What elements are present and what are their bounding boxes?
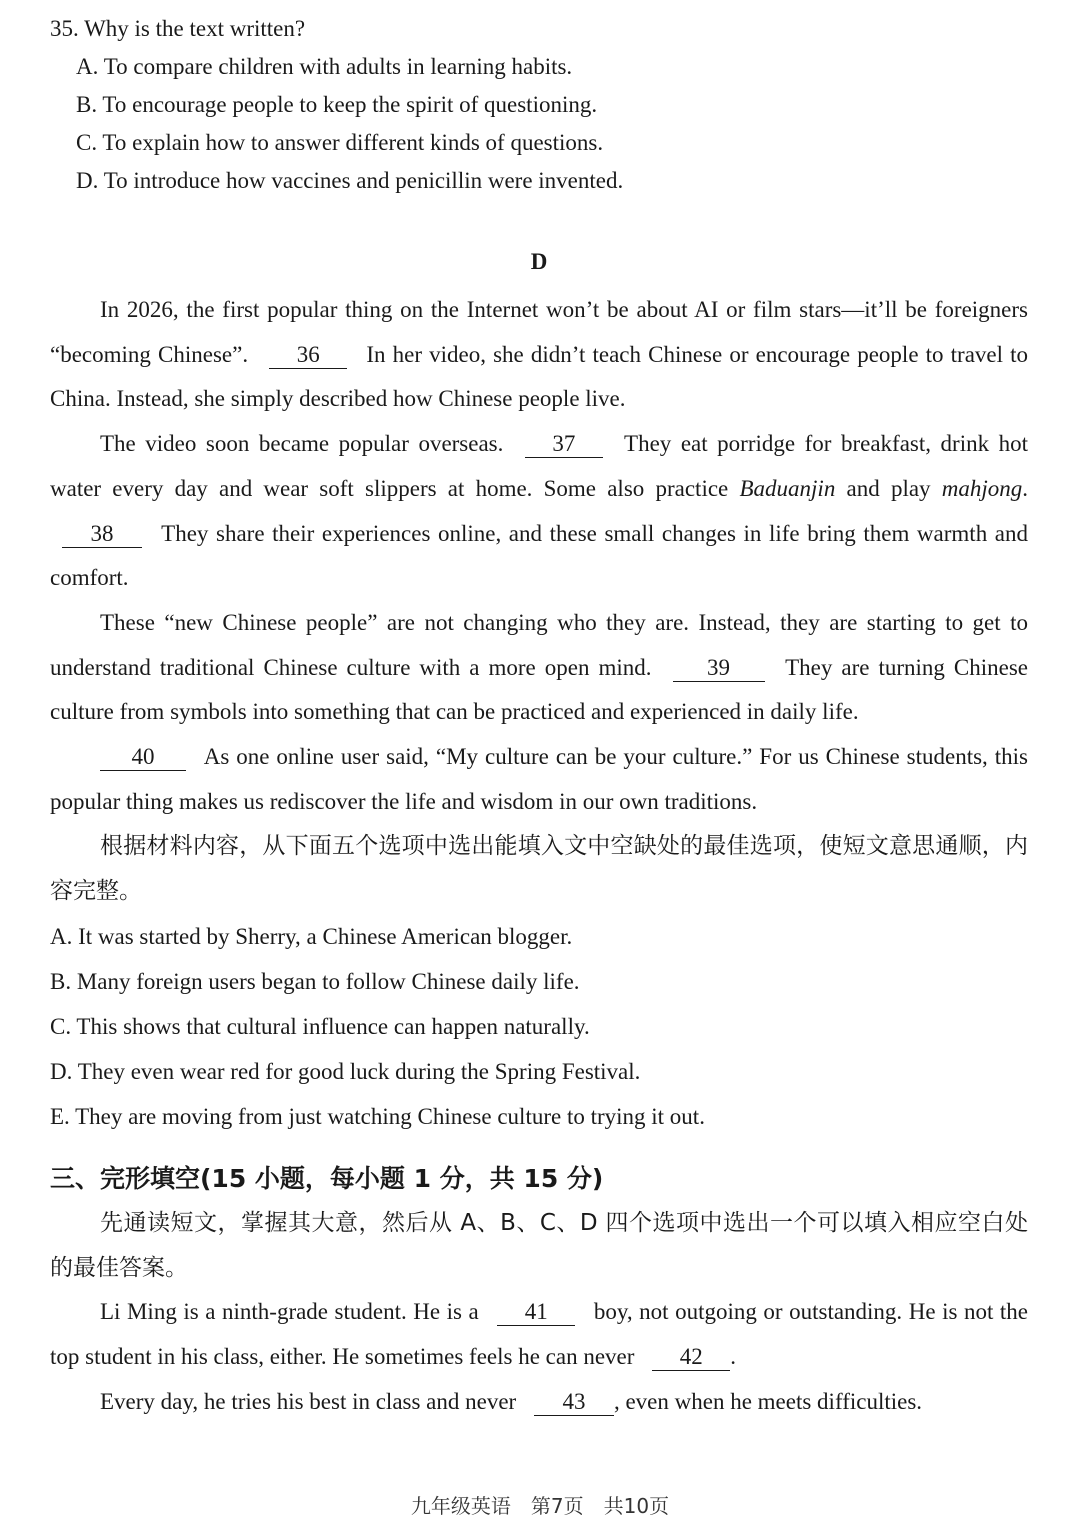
option-a: A. To compare children with adults in learning habits. [76, 54, 573, 79]
option-d: D. To introduce how vaccines and penicillin were invented. [76, 168, 624, 193]
seven-choose-options [50, 914, 1028, 1139]
paragraph-text: boy, not outgoing or outstanding. He is not the top student in his class, either. He sometimes feels he can never [50, 1299, 1028, 1369]
passage-d [50, 288, 1028, 914]
paragraph-text: Every day, he tries his best in class and never [100, 1388, 517, 1414]
blank-38: 38 [62, 521, 142, 548]
paragraph-text: In 2026, the first popular thing on the Internet won’t be about AI or film stars—it’ll be foreigners “becoming Chinese”. [50, 297, 1028, 367]
paragraph-text: In her video, she didn’t teach Chinese or encourage people to travel to China. Instead, she simply described how Chinese people live. [50, 341, 1029, 412]
section-heading: D [530, 249, 548, 274]
option-d: D. They even wear red for good luck during the Spring Festival. [50, 1058, 641, 1084]
paragraph-text: . [1022, 475, 1029, 501]
blank-41: 41 [497, 1299, 575, 1326]
paragraph [50, 601, 1028, 735]
paragraph [50, 1290, 1028, 1379]
paragraph-text: . [730, 1343, 736, 1369]
paragraph-text: These “new Chinese people” are not changing who they are. Instead, they are starting to get to understand traditional Chinese culture with a more open mind. [50, 609, 1028, 680]
question-stem: 35. Why is the text written? [50, 16, 306, 41]
paragraph-text: The video soon became popular overseas. [100, 431, 504, 457]
paragraph [50, 1380, 1028, 1425]
blank-42: 42 [652, 1344, 730, 1371]
cloze-section [50, 1157, 1028, 1425]
italic-term: Baduanjin [739, 475, 836, 501]
paragraph-text: They are turning Chinese culture from symbols into something that can be practiced and experienced in daily life. [50, 654, 1029, 725]
blank-37: 37 [525, 431, 603, 458]
instruction-text: 先通读短文，掌握其大意，然后从 A、B、C、D 四个选项中选出一个可以填入相应空白处的最佳答案。 [50, 1209, 1028, 1281]
paragraph-text: They share their experiences online, and these small changes in life bring them warmth and comfort. [50, 520, 1028, 591]
paragraph [50, 422, 1028, 601]
italic-term: mahjong [941, 475, 1023, 501]
blank-43: 43 [534, 1389, 614, 1416]
blank-40: 40 [100, 744, 186, 771]
option-c: C. This shows that cultural influence can happen naturally. [50, 1013, 590, 1039]
paragraph-text: , even when he meets difficulties. [613, 1388, 923, 1414]
blank-36: 36 [269, 342, 347, 369]
option-e: E. They are moving from just watching Chinese culture to trying it out. [50, 1103, 705, 1129]
paragraph [50, 288, 1028, 422]
paragraph-text: They eat porridge for breakfast, drink hot water every day and wear soft slippers at home. Some also practice [50, 431, 1029, 501]
option-b: B. To encourage people to keep the spirit of questioning. [76, 92, 598, 117]
blank-39: 39 [673, 655, 765, 682]
paragraph [50, 735, 1028, 824]
section-title: 三、完形填空(15 小题，每小题 1 分，共 15 分) [50, 1163, 604, 1193]
paragraph-text: Li Ming is a ninth-grade student. He is a [100, 1299, 479, 1325]
paragraph-text: As one online user said, “My culture can be your culture.” For us Chinese students, this popular thing makes us rediscover the life and wisdom in our own traditions. [50, 744, 1028, 814]
option-a: A. It was started by Sherry, a Chinese American blogger. [50, 923, 573, 949]
page-footer: 九年级英语 第7页 共10页 [410, 1494, 670, 1518]
option-c: C. To explain how to answer different kinds of questions. [76, 130, 604, 155]
paragraph-text: and play [846, 475, 931, 501]
instruction-text: 根据材料内容，从下面五个选项中选出能填入文中空缺处的最佳选项，使短文意思通顺，内容完整。 [50, 833, 1028, 905]
question-35 [50, 10, 1028, 200]
option-b: B. Many foreign users began to follow Chinese daily life. [50, 968, 580, 994]
